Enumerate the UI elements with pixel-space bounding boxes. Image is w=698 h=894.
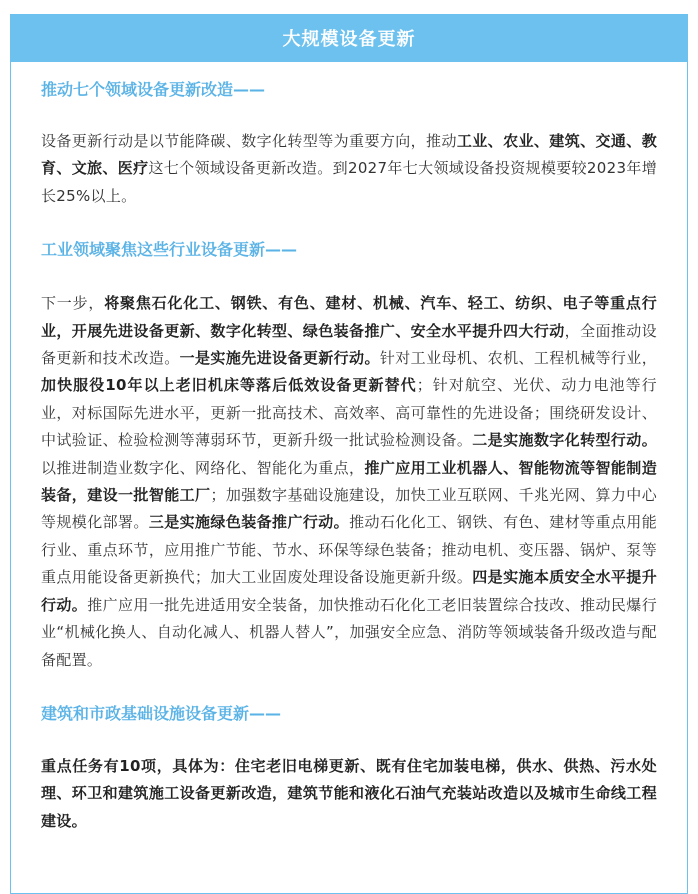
section-heading-seven-fields: 推动七个领域设备更新改造——	[41, 80, 266, 99]
body-text: ；加强数字基础设施建设，加快工业互联网、千兆光网、算力中心等规模化部署。	[41, 486, 658, 532]
section-paragraph-seven-fields	[41, 128, 657, 210]
section-heading-industry: 工业领域聚焦这些行业设备更新——	[41, 240, 298, 260]
emphasized-text: 加快服役10年以上老旧机床等落后低效设备更新替代	[41, 376, 417, 395]
body-text: ，全面推动设备更新和技术改造。	[41, 321, 657, 368]
emphasized-text: 重点任务有10项，具体为：住宅老旧电梯更新、既有住宅加装电梯，供水、供热、污水处理、环卫和建筑施工设备更新改造，建筑节能和液化石油气充装站改造以及城市生命线工程建设。	[41, 756, 657, 830]
section-paragraph-construction	[41, 753, 657, 835]
body-text: ；针对航空、光伏、动力电池等行业，对标国际先进水平，更新一批高技术、高效率、高可靠性的先进设备；围绕研发设计、中试验证、检验检测等薄弱环节，更新升级一批试验检测设备。	[41, 376, 657, 450]
emphasized-text: 将聚焦石化化工、钢铁、有色、建材、机械、汽车、轻工、纺织、电子等重点行业，开展先进设备更新、数字化转型、绿色装备推广、安全水平提升四大行动	[41, 294, 657, 340]
body-text: 推动石化化工、钢铁、有色、建材等重点用能行业、重点环节，应用推广节能、节水、环保等绿色装备；推动电机、变压器、锅炉、泵等重点用能设备更新换代；加大工业固废处理设备设施更新升级。	[41, 513, 657, 587]
emphasized-text: 三是实施绿色装备推广行动。	[148, 513, 350, 532]
article-body	[11, 78, 687, 835]
section-heading-construction: 建筑和市政基础设施设备更新——	[41, 703, 282, 723]
body-text: 设备更新行动是以节能降碳、数字化转型等为重要方向，推动	[41, 132, 457, 150]
emphasized-text: 四是实施本质安全水平提升行动。	[41, 568, 657, 614]
emphasized-text: 工业、农业、建筑、交通、教育、文旅、医疗	[41, 132, 658, 178]
emphasized-text: 二是实施数字化转型行动。	[472, 431, 657, 450]
emphasized-text: 推广应用工业机器人、智能物流等智能制造装备，建设一批智能工厂	[41, 458, 657, 505]
body-text: 下一步，	[41, 294, 105, 313]
body-text: 以推进制造业数字化、网络化、智能化为重点，	[41, 458, 365, 477]
body-text: 这七个领域设备更新改造。到2027年七大领域设备投资规模要较2023年增长25%以上。	[41, 159, 658, 205]
body-text: 推广应用一批先进适用安全装备，加快推动石化化工老旧装置综合技改、推动民爆行业“机械化换人、自动化减人、机器人替人”，加强安全应急、消防等领域装备升级改造与配备配置。	[41, 595, 658, 669]
section-paragraph-industry	[41, 290, 657, 674]
title-banner	[11, 14, 687, 62]
article-card	[10, 14, 688, 894]
banner-title: 大规模设备更新	[282, 29, 416, 50]
emphasized-text: 一是实施先进设备更新行动。	[179, 349, 380, 368]
body-text: 针对工业母机、农机、工程机械等行业，	[379, 349, 657, 368]
